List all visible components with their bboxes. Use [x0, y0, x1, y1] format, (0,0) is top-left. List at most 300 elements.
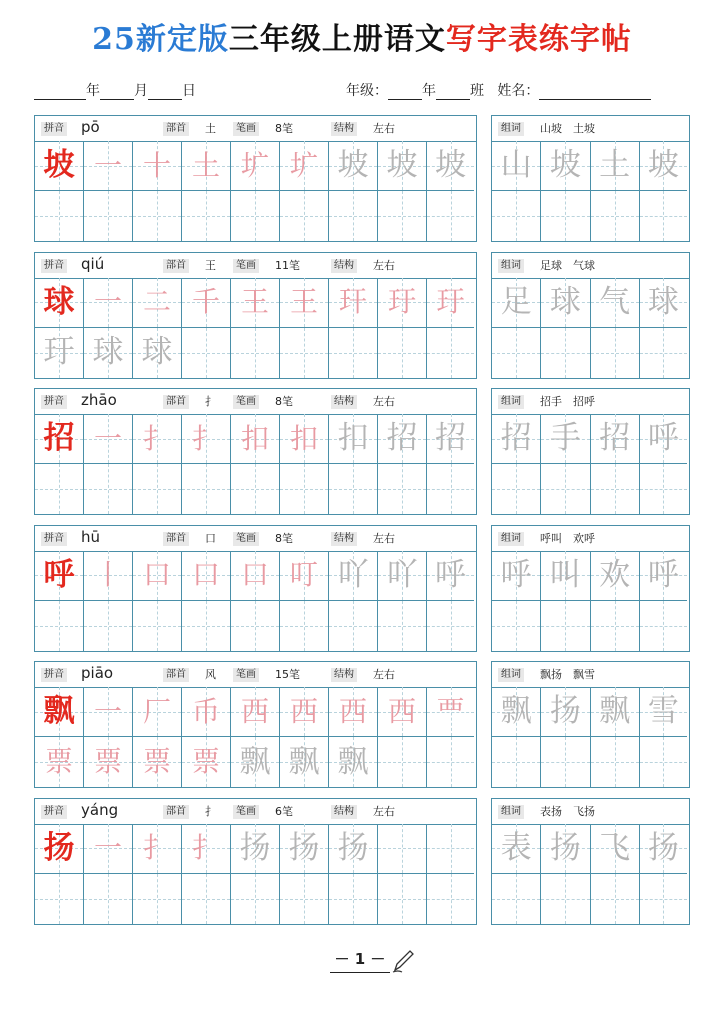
stroke-order-step: 叮: [289, 558, 318, 591]
page-title: 25新定版三年级上册语文写字表练字帖: [92, 22, 632, 57]
writing-cell[interactable]: [591, 278, 640, 328]
stroke-order-step: 飘: [337, 743, 369, 780]
stroke-order-step: 币: [191, 694, 220, 728]
writing-cell[interactable]: [280, 687, 329, 737]
writing-cell[interactable]: [35, 551, 84, 601]
writing-cell[interactable]: [329, 278, 378, 328]
word-trace-character: 叫: [549, 556, 581, 593]
word-trace-character: 雪: [647, 693, 679, 729]
writing-cell[interactable]: [133, 551, 182, 601]
label-structure: 结构: [331, 532, 357, 546]
writing-cell[interactable]: [280, 141, 329, 191]
label-pinyin: 拼音: [41, 668, 67, 682]
label-pinyin: 拼音: [41, 805, 67, 819]
writing-cell[interactable]: [84, 737, 133, 787]
writing-cell[interactable]: [35, 874, 84, 924]
radical-value: 扌: [205, 395, 216, 408]
radical-value: 王: [205, 258, 216, 272]
writing-cell[interactable]: [84, 191, 133, 241]
writing-cell[interactable]: [182, 824, 231, 874]
writing-cell[interactable]: [378, 191, 427, 241]
stroke-order-step: 招: [435, 420, 466, 456]
writing-cell[interactable]: [591, 687, 640, 737]
pinyin-value: pō: [81, 118, 100, 136]
writing-cell[interactable]: [182, 141, 231, 191]
word-trace-character: 气: [599, 283, 631, 320]
writing-cell[interactable]: [591, 824, 640, 874]
word-practice-block: [491, 525, 690, 652]
writing-cell[interactable]: [640, 601, 687, 651]
stroke-order-step: 扌: [142, 831, 171, 864]
stroke-order-step: 玗: [387, 285, 416, 318]
writing-cell[interactable]: [492, 551, 541, 601]
writing-cell[interactable]: [84, 687, 133, 737]
stroke-order-step: 扌: [191, 831, 220, 864]
writing-cell[interactable]: [591, 464, 640, 514]
writing-cell[interactable]: [329, 737, 378, 787]
writing-cell[interactable]: [427, 328, 474, 378]
writing-cell[interactable]: [329, 191, 378, 241]
writing-cell[interactable]: [591, 601, 640, 651]
writing-cell[interactable]: [280, 824, 329, 874]
writing-cell[interactable]: [541, 737, 590, 787]
stroke-order-step: 西: [387, 694, 416, 728]
writing-cell[interactable]: [378, 601, 427, 651]
stroke-order-step: 口: [142, 558, 171, 591]
label-words: 组词: [498, 395, 524, 409]
label-strokes: 笔画: [233, 532, 259, 546]
writing-cell[interactable]: [492, 737, 541, 787]
label-strokes: 笔画: [233, 122, 259, 136]
character-info-header: [35, 662, 476, 688]
writing-cell[interactable]: [182, 414, 231, 464]
structure-value: 左右: [373, 668, 395, 681]
stroke-order-step: 丨: [93, 558, 122, 591]
radical-value: 口: [205, 531, 216, 545]
word-practice-block: [491, 252, 690, 379]
writing-cell[interactable]: [591, 737, 640, 787]
writing-cell[interactable]: [492, 464, 541, 514]
writing-cell[interactable]: [378, 874, 427, 924]
word-header: [492, 253, 689, 279]
words-value: 招手 招呼: [540, 395, 595, 408]
word-practice-block: [491, 798, 690, 925]
model-character: 球: [43, 283, 75, 320]
character-practice-block: [34, 525, 477, 652]
label-pinyin: 拼音: [41, 259, 67, 273]
stroke-count-value: 8笔: [275, 122, 293, 135]
writing-cell[interactable]: [378, 687, 427, 737]
writing-cell[interactable]: [231, 737, 280, 787]
label-strokes: 笔画: [233, 805, 259, 819]
stroke-order-step: 口: [191, 558, 220, 591]
stroke-order-step: 招: [386, 420, 418, 456]
writing-cell[interactable]: [280, 278, 329, 328]
stroke-order-step: 二: [142, 285, 171, 318]
word-trace-character: 呼: [500, 556, 532, 593]
page-number: － 1 －: [330, 948, 390, 973]
word-trace-character: 呼: [647, 556, 679, 593]
word-trace-character: 足: [500, 283, 532, 320]
writing-cell[interactable]: [35, 464, 84, 514]
writing-cell[interactable]: [84, 824, 133, 874]
writing-cell[interactable]: [427, 414, 474, 464]
writing-cell[interactable]: [133, 328, 182, 378]
writing-cell[interactable]: [133, 141, 182, 191]
stroke-order-step: 飘: [239, 743, 271, 780]
model-character: 呼: [43, 556, 75, 593]
writing-cell[interactable]: [427, 464, 474, 514]
writing-cell[interactable]: [541, 874, 590, 924]
word-trace-character: 扬: [549, 693, 581, 729]
writing-cell[interactable]: [492, 191, 541, 241]
stroke-order-step: 扌: [142, 421, 171, 455]
writing-cell[interactable]: [84, 414, 133, 464]
writing-cell[interactable]: [427, 874, 474, 924]
writing-cell[interactable]: [378, 551, 427, 601]
radical-value: 扌: [205, 804, 216, 818]
writing-cell[interactable]: [182, 737, 231, 787]
writing-cell[interactable]: [427, 141, 474, 191]
label-pinyin: 拼音: [41, 395, 67, 409]
label-pinyin: 拼音: [41, 532, 67, 546]
writing-cell[interactable]: [182, 601, 231, 651]
word-header: [492, 662, 689, 688]
pinyin-value: hū: [81, 527, 101, 546]
writing-cell[interactable]: [378, 824, 427, 874]
writing-cell[interactable]: [640, 464, 687, 514]
stroke-order-step: 玗: [436, 285, 465, 318]
writing-cell[interactable]: [378, 328, 427, 378]
words-value: 表扬 飞扬: [540, 804, 595, 818]
writing-cell[interactable]: [133, 191, 182, 241]
writing-cell[interactable]: [329, 601, 378, 651]
stroke-order-step: 票: [142, 745, 171, 778]
writing-cell[interactable]: [231, 141, 280, 191]
stroke-order-step: 坡: [337, 147, 369, 183]
writing-cell[interactable]: [35, 601, 84, 651]
writing-cell[interactable]: [640, 737, 687, 787]
writing-cell[interactable]: [541, 687, 590, 737]
stroke-order-step: 扬: [288, 829, 320, 866]
writing-cell[interactable]: [133, 464, 182, 514]
writing-cell[interactable]: [591, 551, 640, 601]
writing-cell[interactable]: [133, 737, 182, 787]
stroke-order-step: 扣: [337, 420, 369, 456]
writing-cell[interactable]: [591, 874, 640, 924]
label-structure: 结构: [331, 259, 357, 273]
writing-cell[interactable]: [492, 687, 541, 737]
character-practice-block: [34, 388, 477, 515]
writing-cell[interactable]: [280, 191, 329, 241]
writing-cell[interactable]: [427, 824, 474, 874]
character-info-header: [35, 526, 476, 552]
stroke-order-step: 坡: [386, 147, 418, 183]
word-trace-character: 土: [599, 147, 631, 183]
word-trace-character: 坡: [549, 147, 581, 183]
writing-cell[interactable]: [541, 824, 590, 874]
word-trace-character: 球: [647, 283, 679, 320]
stroke-order-step: 西: [289, 694, 318, 728]
writing-cell[interactable]: [541, 464, 590, 514]
writing-cell[interactable]: [541, 551, 590, 601]
writing-cell[interactable]: [84, 278, 133, 328]
writing-cell[interactable]: [231, 464, 280, 514]
writing-cell[interactable]: [133, 687, 182, 737]
label-structure: 结构: [331, 805, 357, 819]
writing-cell[interactable]: [35, 328, 84, 378]
writing-cell[interactable]: [640, 278, 687, 328]
writing-cell[interactable]: [182, 191, 231, 241]
writing-cell[interactable]: [182, 464, 231, 514]
writing-cell[interactable]: [329, 328, 378, 378]
character-info-header: [35, 253, 476, 279]
writing-cell[interactable]: [378, 737, 427, 787]
writing-cell[interactable]: [640, 191, 687, 241]
writing-cell[interactable]: [492, 601, 541, 651]
writing-cell[interactable]: [640, 687, 687, 737]
stroke-order-step: 飘: [288, 743, 320, 780]
writing-cell[interactable]: [378, 141, 427, 191]
word-header: [492, 389, 689, 415]
writing-cell[interactable]: [280, 551, 329, 601]
stroke-order-step: 吖: [337, 556, 369, 593]
writing-cell[interactable]: [84, 464, 133, 514]
radical-value: 风: [205, 668, 216, 681]
writing-cell[interactable]: [35, 191, 84, 241]
word-trace-character: 飘: [500, 693, 532, 729]
writing-cell[interactable]: [231, 328, 280, 378]
stroke-count-value: 6笔: [275, 804, 293, 818]
writing-cell[interactable]: [231, 874, 280, 924]
word-trace-character: 扬: [549, 829, 581, 866]
writing-cell[interactable]: [84, 551, 133, 601]
writing-cell[interactable]: [280, 414, 329, 464]
writing-cell[interactable]: [35, 414, 84, 464]
word-practice-block: [491, 115, 690, 242]
writing-cell[interactable]: [280, 328, 329, 378]
label-words: 组词: [498, 805, 524, 819]
pinyin-value: qiú: [81, 254, 105, 273]
writing-cell[interactable]: [492, 278, 541, 328]
pinyin-value: zhāo: [81, 391, 117, 409]
word-header: [492, 526, 689, 552]
character-info-header: [35, 799, 476, 825]
writing-cell[interactable]: [591, 328, 640, 378]
writing-cell[interactable]: [492, 141, 541, 191]
date-line: 年 月 日: [34, 80, 196, 100]
writing-cell[interactable]: [329, 141, 378, 191]
stroke-order-step: 扌: [191, 421, 220, 455]
model-character: 飘: [43, 693, 75, 729]
stroke-order-step: 吖: [386, 556, 418, 593]
stroke-order-step: 圹: [240, 148, 269, 182]
label-radical: 部首: [163, 395, 189, 409]
words-value: 呼叫 欢呼: [540, 531, 595, 545]
stroke-order-step: 票: [93, 745, 122, 778]
writing-cell[interactable]: [231, 551, 280, 601]
writing-cell[interactable]: [541, 278, 590, 328]
writing-cell[interactable]: [427, 278, 474, 328]
character-practice-block: [34, 115, 477, 242]
writing-cell[interactable]: [133, 414, 182, 464]
writing-cell[interactable]: [640, 551, 687, 601]
word-trace-character: 山: [500, 147, 532, 183]
writing-cell[interactable]: [378, 278, 427, 328]
writing-cell[interactable]: [492, 874, 541, 924]
writing-cell[interactable]: [492, 328, 541, 378]
stroke-count-value: 11笔: [275, 258, 300, 272]
words-value: 山坡 土坡: [540, 122, 595, 135]
word-trace-character: 球: [549, 283, 581, 320]
writing-cell[interactable]: [591, 414, 640, 464]
word-trace-character: 扬: [647, 829, 679, 866]
word-practice-block: [491, 388, 690, 515]
writing-cell[interactable]: [427, 687, 474, 737]
structure-value: 左右: [373, 258, 395, 272]
stroke-order-step: 一: [93, 421, 122, 455]
label-words: 组词: [498, 122, 524, 136]
writing-cell[interactable]: [427, 551, 474, 601]
label-words: 组词: [498, 259, 524, 273]
stroke-order-step: 坡: [435, 147, 466, 183]
writing-cell[interactable]: [640, 328, 687, 378]
label-pinyin: 拼音: [41, 122, 67, 136]
writing-cell[interactable]: [541, 414, 590, 464]
words-value: 飘扬 飘雪: [540, 668, 595, 681]
word-trace-character: 手: [549, 420, 581, 456]
stroke-order-step: 覀: [436, 694, 465, 728]
label-strokes: 笔画: [233, 395, 259, 409]
writing-cell[interactable]: [182, 687, 231, 737]
writing-cell[interactable]: [378, 414, 427, 464]
stroke-order-step: 票: [44, 745, 73, 778]
writing-cell[interactable]: [133, 874, 182, 924]
writing-cell[interactable]: [541, 601, 590, 651]
writing-cell[interactable]: [541, 328, 590, 378]
writing-cell[interactable]: [280, 874, 329, 924]
word-trace-character: 招: [599, 420, 631, 456]
stroke-count-value: 15笔: [275, 668, 300, 681]
writing-cell[interactable]: [182, 328, 231, 378]
writing-cell[interactable]: [35, 824, 84, 874]
writing-cell[interactable]: [84, 874, 133, 924]
character-info-header: [35, 389, 476, 415]
label-radical: 部首: [163, 122, 189, 136]
label-radical: 部首: [163, 532, 189, 546]
writing-cell[interactable]: [231, 278, 280, 328]
writing-cell[interactable]: [35, 737, 84, 787]
label-strokes: 笔画: [233, 668, 259, 682]
writing-cell[interactable]: [84, 141, 133, 191]
writing-cell[interactable]: [84, 328, 133, 378]
writing-cell[interactable]: [640, 141, 687, 191]
word-trace-character: 表: [500, 829, 532, 866]
writing-cell[interactable]: [182, 551, 231, 601]
writing-cell[interactable]: [231, 414, 280, 464]
stroke-order-step: 口: [240, 558, 269, 591]
writing-cell[interactable]: [640, 874, 687, 924]
writing-cell[interactable]: [640, 824, 687, 874]
writing-cell[interactable]: [427, 601, 474, 651]
label-radical: 部首: [163, 668, 189, 682]
label-structure: 结构: [331, 668, 357, 682]
label-structure: 结构: [331, 395, 357, 409]
writing-cell[interactable]: [133, 601, 182, 651]
writing-cell[interactable]: [280, 601, 329, 651]
writing-cell[interactable]: [427, 191, 474, 241]
writing-cell[interactable]: [231, 824, 280, 874]
writing-cell[interactable]: [329, 414, 378, 464]
writing-cell[interactable]: [182, 874, 231, 924]
stroke-order-step: 千: [191, 285, 220, 318]
pinyin-value: yáng: [81, 800, 119, 819]
word-practice-block: [491, 661, 690, 788]
writing-cell[interactable]: [35, 278, 84, 328]
writing-cell[interactable]: [591, 191, 640, 241]
label-words: 组词: [498, 532, 524, 546]
character-practice-block: [34, 661, 477, 788]
stroke-order-step: 一: [93, 148, 122, 182]
writing-cell[interactable]: [231, 687, 280, 737]
writing-cell[interactable]: [329, 874, 378, 924]
stroke-order-step: 玗: [43, 334, 75, 370]
stroke-order-step: 一: [93, 694, 122, 728]
writing-cell[interactable]: [231, 601, 280, 651]
radical-value: 土: [205, 122, 216, 135]
stroke-order-step: 呼: [435, 556, 466, 593]
writing-cell[interactable]: [35, 687, 84, 737]
stroke-order-step: 圹: [289, 148, 318, 182]
stroke-order-step: 球: [92, 334, 124, 370]
writing-cell[interactable]: [133, 824, 182, 874]
writing-cell[interactable]: [378, 464, 427, 514]
writing-cell[interactable]: [329, 551, 378, 601]
word-trace-character: 欢: [599, 556, 631, 593]
pinyin-value: piāo: [81, 664, 114, 682]
writing-cell[interactable]: [640, 414, 687, 464]
writing-cell[interactable]: [329, 464, 378, 514]
stroke-order-step: 扬: [337, 829, 369, 866]
writing-cell[interactable]: [84, 601, 133, 651]
writing-cell[interactable]: [280, 737, 329, 787]
word-trace-character: 坡: [647, 147, 679, 183]
word-trace-character: 飞: [599, 829, 631, 866]
word-trace-character: 飘: [599, 693, 631, 729]
writing-cell[interactable]: [329, 687, 378, 737]
stroke-count-value: 8笔: [275, 531, 293, 545]
writing-cell[interactable]: [329, 824, 378, 874]
writing-cell[interactable]: [427, 737, 474, 787]
stroke-order-step: 王: [289, 285, 318, 318]
writing-cell[interactable]: [35, 141, 84, 191]
writing-cell[interactable]: [492, 824, 541, 874]
writing-cell[interactable]: [492, 414, 541, 464]
pen-icon: [392, 948, 416, 974]
writing-cell[interactable]: [541, 141, 590, 191]
stroke-order-step: 玕: [338, 285, 367, 318]
stroke-order-step: 王: [240, 285, 269, 318]
writing-cell[interactable]: [182, 278, 231, 328]
writing-cell[interactable]: [541, 191, 590, 241]
model-character: 招: [43, 420, 75, 456]
writing-cell[interactable]: [133, 278, 182, 328]
word-header: [492, 116, 689, 142]
writing-cell[interactable]: [231, 191, 280, 241]
structure-value: 左右: [373, 531, 395, 545]
writing-cell[interactable]: [280, 464, 329, 514]
writing-cell[interactable]: [591, 141, 640, 191]
